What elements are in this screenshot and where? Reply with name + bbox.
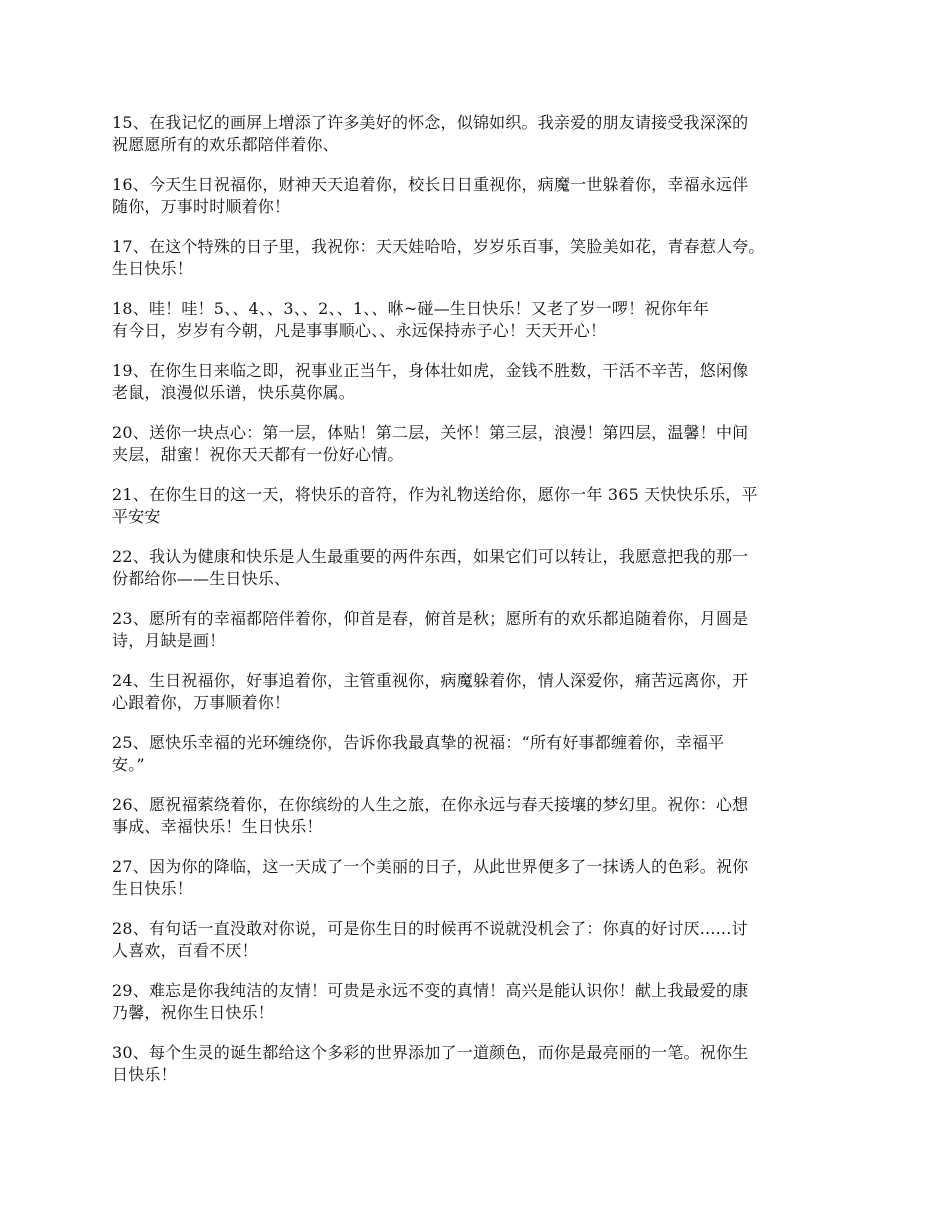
entry-28 [112, 918, 850, 962]
entry-line: 夹层，甜蜜！祝你天天都有一份好心情。 [112, 445, 404, 464]
entry-line: 日快乐！ [112, 1065, 177, 1084]
entry-line: 乃馨，祝你生日快乐！ [112, 1003, 275, 1022]
entry-23 [112, 608, 850, 652]
entry-line: 16、今天生日祝福你，财神天天追着你，校长日日重视你，病魔一世躲着你，幸福永远伴 [112, 175, 749, 194]
entry-line: 随你，万事时时顺着你！ [112, 197, 291, 216]
entry-18 [112, 298, 850, 342]
entry-line: 安。” [112, 755, 145, 774]
entry-24 [112, 670, 850, 714]
entry-19 [112, 360, 850, 404]
entry-line: 30、每个生灵的诞生都给这个多彩的世界添加了一道颜色，而你是最亮丽的一笔。祝你生 [112, 1043, 749, 1062]
entry-27 [112, 856, 850, 900]
entry-line: 事成、幸福快乐！生日快乐！ [112, 817, 323, 836]
entry-line: 有今日，岁岁有今朝，凡是事事顺心、、永远保持赤子心！天天开心！ [112, 321, 607, 340]
entry-line: 29、难忘是你我纯洁的友情！可贵是永远不变的真情！高兴是能认识你！献上我最爱的康 [112, 981, 749, 1000]
entry-17 [112, 236, 850, 280]
entry-line: 生日快乐！ [112, 879, 194, 898]
entry-20 [112, 422, 850, 466]
entry-22 [112, 546, 850, 590]
entry-29 [112, 980, 850, 1024]
entry-line: 老鼠，浪漫似乐谱，快乐莫你属。 [112, 383, 356, 402]
entry-line: 24、生日祝福你，好事追着你，主管重视你，病魔躲着你，情人深爱你，痛苦远离你，开 [112, 671, 749, 690]
entry-16 [112, 174, 850, 218]
entry-line: 28、有句话一直没敢对你说，可是你生日的时候再不说就没机会了：你真的好讨厌......讨 [112, 919, 748, 938]
entry-line: 生日快乐！ [112, 259, 194, 278]
entry-line: 心跟着你，万事顺着你！ [112, 693, 291, 712]
entry-line: 27、因为你的降临，这一天成了一个美丽的日子，从此世界便多了一抹诱人的色彩。祝你 [112, 857, 749, 876]
entry-line: 22、我认为健康和快乐是人生最重要的两件东西，如果它们可以转让，我愿意把我的那一 [112, 547, 749, 566]
entry-25 [112, 732, 850, 776]
entry-line: 人喜欢，百看不厌！ [112, 941, 258, 960]
entry-21 [112, 484, 850, 528]
entry-30 [112, 1042, 850, 1086]
entry-line: 份都给你——生日快乐、 [112, 569, 291, 588]
entry-line: 17、在这个特殊的日子里，我祝你：天天娃哈哈，岁岁乐百事，笑脸美如花，青春惹人夸。 [112, 237, 765, 256]
entry-line: 平安安 [112, 507, 161, 526]
entry-line: 21、在你生日的这一天，将快乐的音符，作为礼物送给你，愿你一年 365 天快快乐乐，平 [112, 485, 758, 504]
entry-15 [112, 112, 850, 156]
entry-line: 25、愿快乐幸福的光环缠绕你，告诉你我最真挚的祝福：“所有好事都缠着你，幸福平 [112, 733, 725, 752]
entry-26 [112, 794, 850, 838]
entry-line: 祝愿愿所有的欢乐都陪伴着你、 [112, 135, 339, 154]
entry-line: 诗，月缺是画！ [112, 631, 226, 650]
entry-line: 20、送你一块点心：第一层，体贴！第二层，关怀！第三层，浪漫！第四层，温馨！中间 [112, 423, 749, 442]
entry-line: 23、愿所有的幸福都陪伴着你，仰首是春，俯首是秋；愿所有的欢乐都追随着你，月圆是 [112, 609, 749, 628]
entry-line: 18、哇！哇！5、、4、、3、、2、、1、、咻~碰—生日快乐！又老了岁一啰！祝你年年 [112, 299, 710, 318]
entry-line: 26、愿祝福萦绕着你，在你缤纷的人生之旅，在你永远与春天接壤的梦幻里。祝你：心想 [112, 795, 749, 814]
entry-line: 19、在你生日来临之即，祝事业正当午，身体壮如虎，金钱不胜数，干活不辛苦，悠闲像 [112, 361, 749, 380]
entry-line: 15、在我记忆的画屏上增添了许多美好的怀念，似锦如织。我亲爱的朋友请接受我深深的 [112, 113, 749, 132]
